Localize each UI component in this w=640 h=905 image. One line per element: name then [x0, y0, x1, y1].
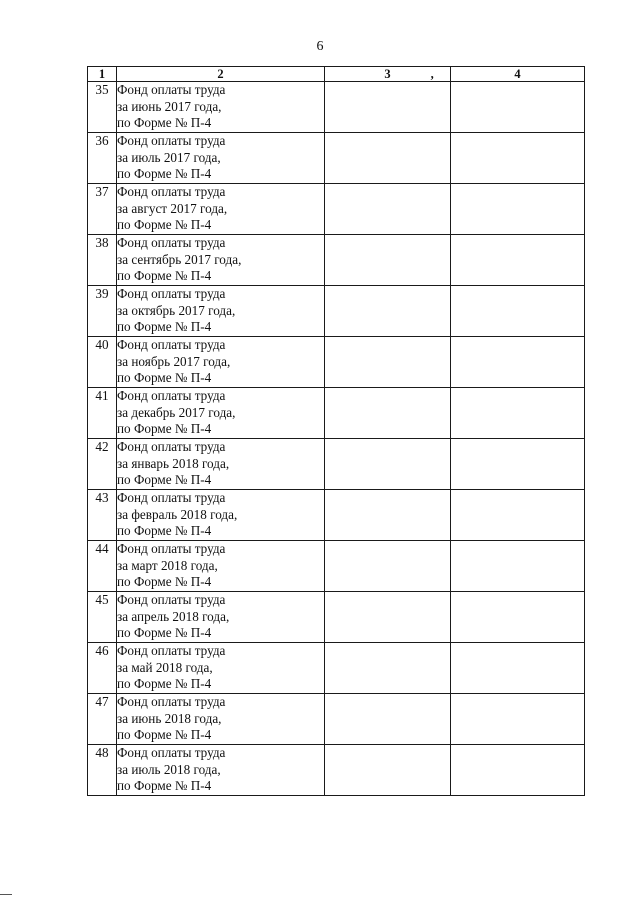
description-line: за апрель 2018 года, [117, 608, 230, 624]
table-row [88, 133, 585, 184]
value-cell-col4 [451, 694, 585, 745]
description-line: за сентябрь 2017 года, [117, 251, 242, 267]
column-header-3-label: 3 [384, 67, 391, 81]
description-line: по Форме № П-4 [117, 676, 212, 691]
description-line: Фонд оплаты труда [117, 694, 226, 709]
description-cell [117, 337, 325, 388]
value-cell-col4 [451, 184, 585, 235]
description-line: за июль 2018 года, [117, 761, 221, 777]
table-row [88, 388, 585, 439]
description-cell [117, 133, 325, 184]
value-cell-col3 [325, 235, 451, 286]
description-line: за ноябрь 2017 года, [117, 353, 231, 369]
column-header-1: 1 [88, 67, 117, 82]
row-number-cell: 35 [88, 82, 117, 133]
table-row [88, 286, 585, 337]
description-cell [117, 490, 325, 541]
description-line: по Форме № П-4 [117, 115, 212, 130]
value-cell-col3 [325, 286, 451, 337]
value-cell-col3 [325, 184, 451, 235]
description-line: по Форме № П-4 [117, 319, 212, 334]
value-cell-col3 [325, 694, 451, 745]
description-line: за февраль 2018 года, [117, 506, 238, 522]
value-cell-col3 [325, 490, 451, 541]
row-number-cell: 46 [88, 643, 117, 694]
scan-edge-mark [0, 894, 12, 895]
value-cell-col3 [325, 133, 451, 184]
description-line: за декабрь 2017 года, [117, 404, 236, 420]
value-cell-col4 [451, 745, 585, 796]
value-cell-col3 [325, 439, 451, 490]
page-number: 6 [316, 39, 324, 54]
table-row [88, 490, 585, 541]
row-number-cell: 44 [88, 541, 117, 592]
description-line: по Форме № П-4 [117, 778, 212, 793]
header-row [88, 67, 585, 82]
description-line: по Форме № П-4 [117, 268, 212, 283]
description-line: по Форме № П-4 [117, 166, 212, 181]
table-row [88, 745, 585, 796]
description-line: за январь 2018 года, [117, 455, 230, 471]
row-number-cell: 39 [88, 286, 117, 337]
description-line: по Форме № П-4 [117, 421, 212, 436]
row-number-cell: 38 [88, 235, 117, 286]
description-line: за май 2018 года, [117, 659, 213, 675]
description-line: Фонд оплаты труда [117, 745, 226, 760]
description-line: по Форме № П-4 [117, 523, 212, 538]
description-cell [117, 439, 325, 490]
description-cell [117, 235, 325, 286]
description-line: за март 2018 года, [117, 557, 218, 573]
table-body [88, 82, 585, 796]
description-line: за июнь 2017 года, [117, 98, 222, 114]
description-line: Фонд оплаты труда [117, 235, 226, 250]
value-cell-col3 [325, 82, 451, 133]
description-line: Фонд оплаты труда [117, 82, 226, 97]
value-cell-col4 [451, 133, 585, 184]
value-cell-col4 [451, 541, 585, 592]
value-cell-col4 [451, 235, 585, 286]
table-row [88, 694, 585, 745]
value-cell-col4 [451, 592, 585, 643]
description-line: за август 2017 года, [117, 200, 228, 216]
value-cell-col4 [451, 439, 585, 490]
description-line: Фонд оплаты труда [117, 592, 226, 607]
row-number-cell: 36 [88, 133, 117, 184]
row-number-cell: 45 [88, 592, 117, 643]
table-row [88, 541, 585, 592]
description-line: Фонд оплаты труда [117, 337, 226, 352]
row-number-cell: 37 [88, 184, 117, 235]
value-cell-col3 [325, 745, 451, 796]
description-line: Фонд оплаты труда [117, 286, 226, 301]
description-cell [117, 184, 325, 235]
description-line: Фонд оплаты труда [117, 643, 226, 658]
value-cell-col3 [325, 388, 451, 439]
row-number-cell: 48 [88, 745, 117, 796]
description-cell [117, 592, 325, 643]
description-line: Фонд оплаты труда [117, 184, 226, 199]
description-line: Фонд оплаты труда [117, 388, 226, 403]
description-cell [117, 745, 325, 796]
table-row [88, 184, 585, 235]
value-cell-col4 [451, 82, 585, 133]
description-line: за июнь 2018 года, [117, 710, 222, 726]
description-line: по Форме № П-4 [117, 370, 212, 385]
header-stray-mark: , [430, 67, 434, 81]
value-cell-col3 [325, 592, 451, 643]
description-line: по Форме № П-4 [117, 625, 212, 640]
value-cell-col4 [451, 286, 585, 337]
table-row [88, 82, 585, 133]
description-line: Фонд оплаты труда [117, 541, 226, 556]
value-cell-col4 [451, 490, 585, 541]
value-cell-col4 [451, 388, 585, 439]
description-cell [117, 82, 325, 133]
value-cell-col3 [325, 643, 451, 694]
table-row [88, 439, 585, 490]
table-row [88, 235, 585, 286]
row-number-cell: 40 [88, 337, 117, 388]
row-number-cell: 47 [88, 694, 117, 745]
value-cell-col4 [451, 337, 585, 388]
description-cell [117, 286, 325, 337]
description-cell [117, 541, 325, 592]
description-line: по Форме № П-4 [117, 472, 212, 487]
description-line: Фонд оплаты труда [117, 133, 226, 148]
description-line: Фонд оплаты труда [117, 490, 226, 505]
description-cell [117, 388, 325, 439]
column-header-2: 2 [117, 67, 325, 82]
value-cell-col3 [325, 337, 451, 388]
description-line: Фонд оплаты труда [117, 439, 226, 454]
row-number-cell: 43 [88, 490, 117, 541]
row-number-cell: 42 [88, 439, 117, 490]
data-table [87, 66, 585, 796]
value-cell-col3 [325, 541, 451, 592]
column-header-3 [325, 67, 451, 82]
description-cell [117, 694, 325, 745]
description-line: по Форме № П-4 [117, 574, 212, 589]
table-row [88, 337, 585, 388]
description-line: за июль 2017 года, [117, 149, 221, 165]
description-line: по Форме № П-4 [117, 217, 212, 232]
description-cell [117, 643, 325, 694]
column-header-4: 4 [451, 67, 585, 82]
row-number-cell: 41 [88, 388, 117, 439]
description-line: за октябрь 2017 года, [117, 302, 236, 318]
table-row [88, 643, 585, 694]
table-row [88, 592, 585, 643]
description-line: по Форме № П-4 [117, 727, 212, 742]
value-cell-col4 [451, 643, 585, 694]
